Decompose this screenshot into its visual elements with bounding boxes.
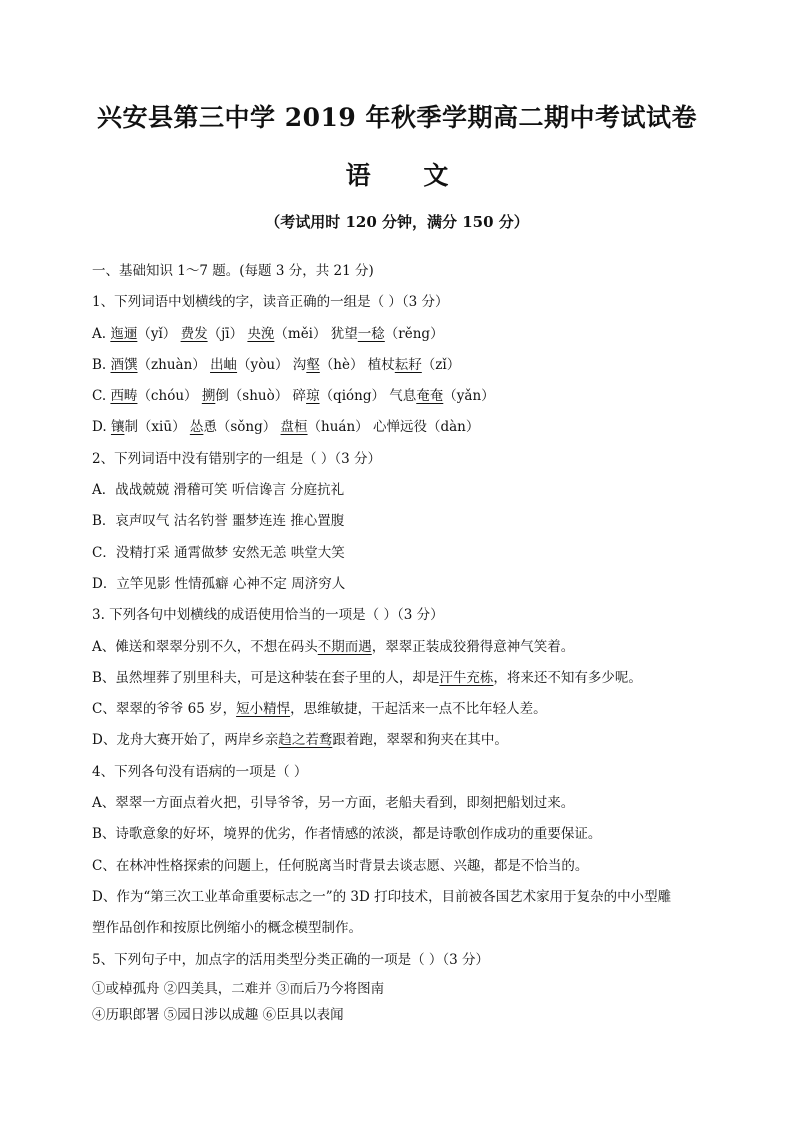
section-heading: 一、基础知识 1～7 题。(每题 3 分，共 21 分): [92, 263, 374, 279]
q2-option-d: D．立竿见影 性情孤癖 心神不定 周济穷人: [92, 575, 346, 592]
option-text: ，翠翠正装成狡猾得意神气笑着。: [371, 638, 575, 655]
option-text: （zhuàn）: [137, 356, 211, 373]
underlined-idiom: 汗牛充栋: [439, 669, 494, 686]
option-text: D.: [92, 419, 111, 436]
underlined-word: 费发: [180, 325, 208, 342]
q1-option-d: [92, 412, 732, 443]
option-text: C.: [92, 388, 111, 405]
option-text: 制（xiū）: [124, 419, 190, 436]
q4-option-c: C、在林冲性格探索的问题上，任何脱离当时背景去谈志愿、兴趣，都是不恰当的。: [92, 857, 589, 874]
option-text: （jī）: [207, 325, 248, 342]
underlined-word: 搠: [201, 388, 216, 405]
option-text: （yòu） 沟: [237, 356, 307, 373]
underlined-word: 琼: [306, 388, 320, 405]
underlined-idiom: 短小精悍: [236, 701, 291, 718]
underlined-word: 怂: [189, 419, 204, 436]
q1-option-c: [92, 381, 732, 412]
option-text: （huán） 心惮远役（dàn）: [307, 419, 480, 436]
q3-option-a: [92, 632, 732, 663]
option-text: ，思维敏捷，干起活来一点不比年轻人差。: [290, 701, 547, 718]
exam-title: 兴安县第三中学 2019 年秋季学期高二期中考试试卷: [97, 103, 697, 132]
option-text: （měi） 犹望: [274, 325, 358, 342]
underlined-word: 酒馔: [110, 356, 138, 373]
option-text: （zǐ）: [421, 356, 461, 373]
q5-stem: 5、下列句子中，加点字的活用类型分类正确的一项是（ ）（3 分）: [92, 951, 490, 968]
underlined-idiom: 趋之若鹜: [278, 732, 333, 749]
underlined-word: 镶: [110, 419, 125, 436]
underlined-word: 迤逦: [110, 325, 138, 342]
underlined-word: 耘耔: [394, 356, 422, 373]
underlined-word: 西畴: [110, 388, 138, 405]
underlined-word: 央浼: [247, 325, 275, 342]
option-text: B.: [92, 356, 111, 373]
q3-option-b: [92, 663, 732, 694]
option-text: 倒（shuò） 碎: [215, 388, 307, 405]
exam-info: （考试用时 120 分钟，满分 150 分）: [265, 213, 529, 231]
q5-items-line2: ④历职郎署 ⑤园日涉以成趣 ⑥臣具以表闻: [92, 1006, 344, 1023]
option-text: 恿（sǒng）: [203, 419, 281, 436]
option-text: （qióng） 气息: [319, 388, 417, 405]
option-text: （yǎn）: [443, 388, 495, 405]
q1-stem: 1、下列词语中划横线的字，读音正确的一组是（ ）（3 分）: [92, 294, 449, 311]
q4-option-b: B、诗歌意象的好坏，境界的优劣，作者情感的浓淡，都是诗歌创作成功的重要保证。: [92, 826, 602, 843]
q4-stem: 4、下列各句没有语病的一项是（ ）: [92, 763, 308, 780]
option-text: ，将来还不知有多少呢。: [493, 669, 642, 686]
q1-option-b: [92, 350, 732, 381]
q1-option-a: [92, 319, 732, 350]
q4-option-d-continued: 塑作品创作和按原比例缩小的概念模型制作。: [92, 920, 362, 937]
underlined-word: 一稔: [357, 325, 385, 342]
option-text: C、翠翠的爷爷 65 岁，: [92, 701, 237, 718]
q2-option-a: A．战战兢兢 滑稽可笑 听信谗言 分庭抗礼: [92, 482, 345, 499]
subject-title: 语 文: [345, 161, 449, 190]
option-text: （chóu）: [137, 388, 202, 405]
option-text: （hè） 植杖: [319, 356, 395, 373]
underlined-idiom: 不期而遇: [317, 638, 372, 655]
option-text: 跟着跑，翠翠和狗夹在其中。: [332, 732, 508, 749]
underlined-word: 出岫: [210, 356, 238, 373]
q2-option-c: C．没精打采 通霄做梦 安然无恙 哄堂大笑: [92, 544, 345, 561]
underlined-word: 壑: [306, 356, 320, 373]
q4-option-d: D、作为“第三次工业革命重要标志之一”的 3D 打印技术，目前被各国艺术家用于复杂的中小型雕: [92, 888, 672, 905]
option-text: A、傩送和翠翠分别不久，不想在码头: [92, 638, 318, 655]
q4-option-a: A、翠翠一方面点着火把，引导爷爷，另一方面，老船夫看到，即刻把船划过来。: [92, 795, 575, 812]
q2-option-b: B．哀声叹气 沽名钓誉 噩梦连连 推心置腹: [92, 513, 345, 530]
q3-option-d: [92, 725, 732, 756]
option-text: B、虽然埋葬了别里科夫，可是这种装在套子里的人，却是: [92, 669, 440, 686]
option-text: D、龙舟大赛开始了，两岸乡亲: [92, 732, 279, 749]
q3-option-c: [92, 694, 732, 725]
option-text: （yǐ）: [137, 325, 181, 342]
q5-items-line1: ①或棹孤舟 ②四美具，二难并 ③而后乃今将图南: [92, 980, 385, 997]
underlined-word: 奄奄: [416, 388, 444, 405]
question-body: [92, 256, 732, 1028]
option-text: （rěng）: [384, 325, 444, 342]
q2-stem: 2、下列词语中没有错别字的一组是（ ）（3 分）: [92, 450, 382, 467]
q3-stem: 3. 下列各句中划横线的成语使用恰当的一项是（ ）（3 分）: [92, 607, 444, 624]
option-text: A.: [92, 325, 111, 342]
underlined-word: 盘桓: [280, 419, 308, 436]
